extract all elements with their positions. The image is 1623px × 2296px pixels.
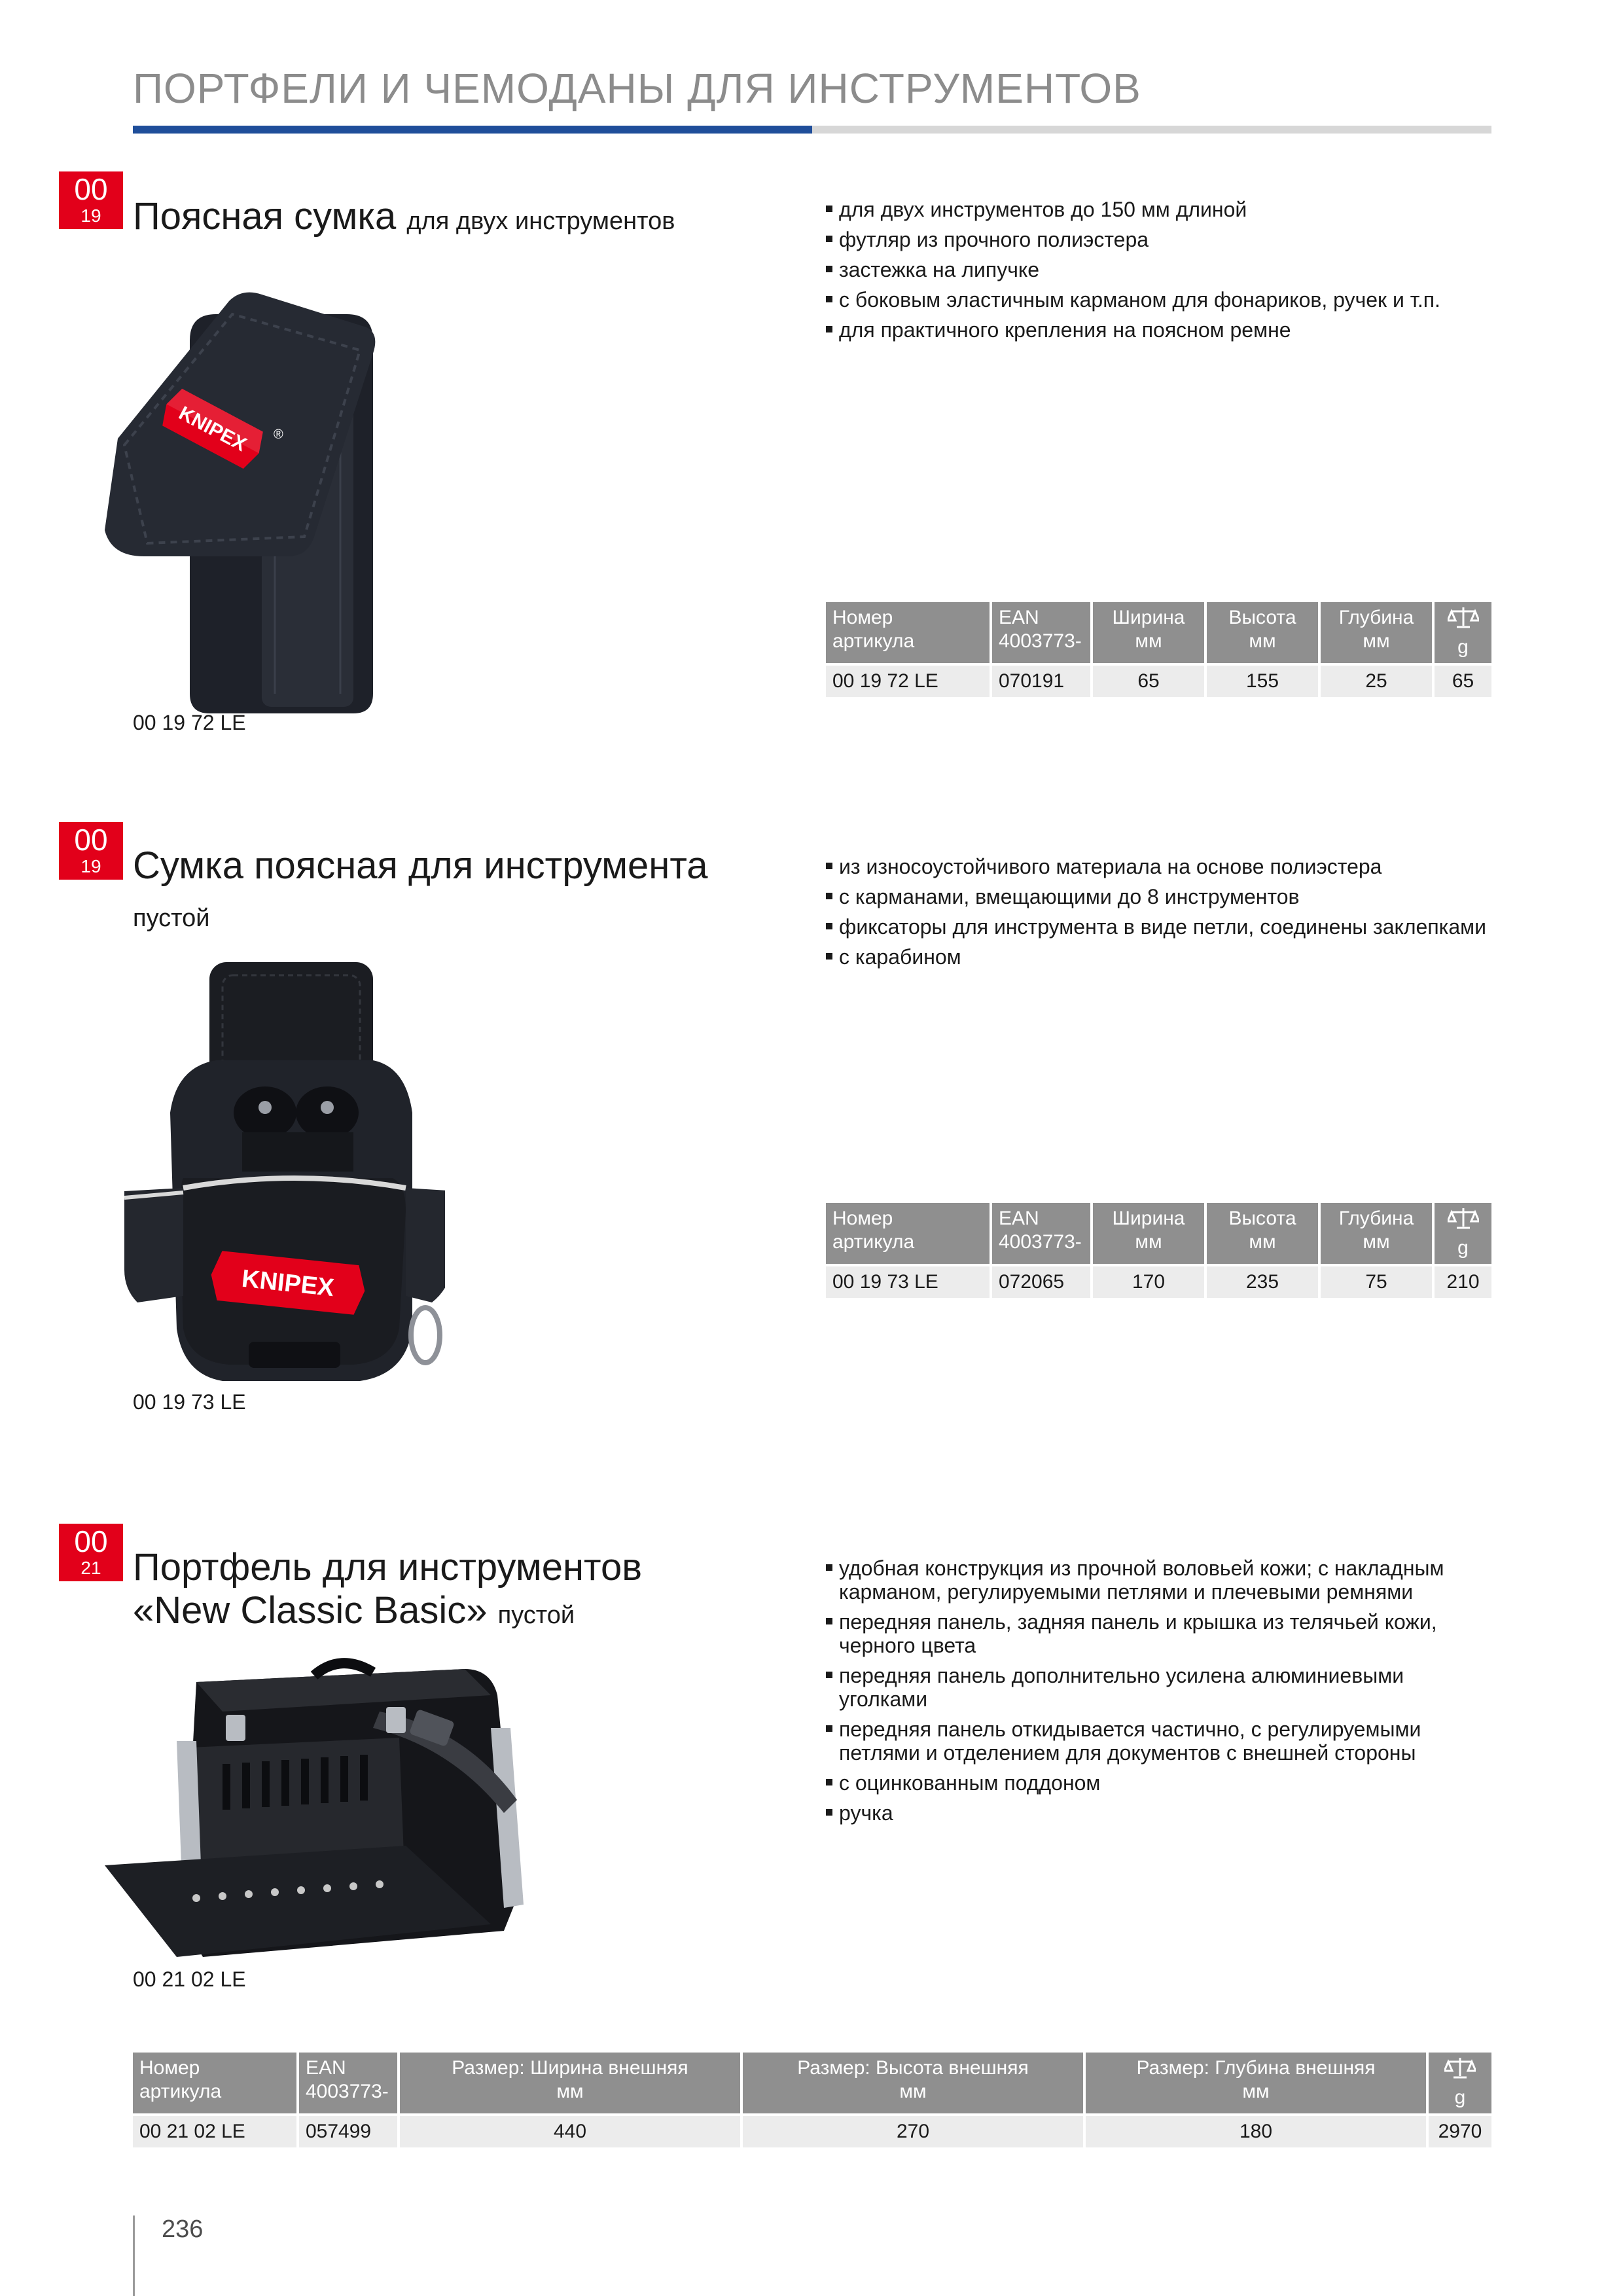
spec-table xyxy=(130,2053,1494,2147)
col-ean: EAN 4003773- xyxy=(992,1203,1090,1264)
cell-article: 00 19 72 LE xyxy=(826,666,990,697)
col-weight: g xyxy=(1429,2053,1491,2113)
col-size-depth: Размер: Глубина внешняя мм xyxy=(1086,2053,1426,2113)
section-code: 00 xyxy=(74,172,108,206)
cell-ean: 070191 xyxy=(992,666,1090,697)
col-depth: Глубина мм xyxy=(1321,602,1432,663)
cell-width: 65 xyxy=(1093,666,1204,697)
section-subcode: 21 xyxy=(80,1558,101,1578)
table-row xyxy=(826,666,1491,697)
product-image-belt-pouch xyxy=(98,288,386,720)
table-row xyxy=(133,2116,1491,2147)
col-article: Номер артикула xyxy=(826,1203,990,1264)
product-title-suffix: для двух инструментов xyxy=(406,207,675,235)
spec-table xyxy=(823,602,1494,697)
cell-article: 00 19 73 LE xyxy=(826,1266,990,1298)
col-depth: Глубина мм xyxy=(1321,1203,1432,1264)
product-image-tool-holster xyxy=(118,962,445,1394)
product-image-tool-case xyxy=(98,1649,556,1990)
image-caption: 00 19 72 LE xyxy=(133,711,246,734)
cell-weight: 65 xyxy=(1435,666,1491,697)
col-weight: g xyxy=(1435,602,1491,663)
feature-list xyxy=(826,855,1493,975)
cell-weight: 210 xyxy=(1435,1266,1491,1298)
page-heading: ПОРТФЕЛИ И ЧЕМОДАНЫ ДЛЯ ИНСТРУМЕНТОВ xyxy=(133,65,1141,112)
cell-height: 155 xyxy=(1207,666,1318,697)
col-width: Ширина мм xyxy=(1093,602,1204,663)
feature-item: фиксаторы для инструмента в виде петли, соединены заклепками xyxy=(826,915,1493,939)
cell-ean: 057499 xyxy=(299,2116,397,2147)
col-ean: EAN 4003773- xyxy=(299,2053,397,2113)
feature-item: с карманами, вмещающими до 8 инструментов xyxy=(826,885,1493,908)
col-size-width: Размер: Ширина внешняя мм xyxy=(400,2053,740,2113)
feature-item: передняя панель дополнительно усилена алюминиевыми уголками xyxy=(826,1664,1493,1711)
product-title-suffix: пустой xyxy=(497,1602,575,1629)
col-width: Ширина мм xyxy=(1093,1203,1204,1264)
header-rule-blue xyxy=(133,126,812,134)
product-title-line1: Портфель для инструментов xyxy=(133,1546,643,1588)
cell-size-width: 440 xyxy=(400,2116,740,2147)
page-number-rule xyxy=(133,2215,135,2296)
logo-text: KNIPEX xyxy=(175,402,250,456)
svg-text:®: ® xyxy=(274,427,283,442)
feature-item: для практичного крепления на поясном ремне xyxy=(826,318,1493,342)
section-marker xyxy=(59,171,123,229)
feature-item: застежка на липучке xyxy=(826,258,1493,281)
cell-article: 00 21 02 LE xyxy=(133,2116,296,2147)
section-subcode: 19 xyxy=(80,856,101,876)
col-size-height: Размер: Высота внешняя мм xyxy=(743,2053,1083,2113)
feature-list xyxy=(826,1556,1493,1831)
feature-item: из износоустойчивого материала на основе полиэстера xyxy=(826,855,1493,878)
col-article: Номер артикула xyxy=(133,2053,296,2113)
feature-list xyxy=(826,198,1493,348)
header-rule-grey xyxy=(812,126,1491,134)
cell-ean: 072065 xyxy=(992,1266,1090,1298)
section-marker xyxy=(59,1524,123,1581)
section-code: 00 xyxy=(74,1524,108,1558)
section-marker xyxy=(59,822,123,880)
col-height: Высота мм xyxy=(1207,602,1318,663)
table-header-row xyxy=(826,1203,1491,1264)
feature-item: передняя панель, задняя панель и крышка из телячьей кожи, черного цвета xyxy=(826,1610,1493,1657)
product-subtitle: пустой xyxy=(133,905,210,932)
feature-item: с карабином xyxy=(826,945,1493,969)
case-handle xyxy=(314,1663,373,1676)
table-header-row xyxy=(826,602,1491,663)
scale-icon xyxy=(1444,2056,1476,2080)
scale-icon xyxy=(1448,606,1479,630)
carabiner xyxy=(411,1308,440,1363)
product-title-main: Поясная сумка xyxy=(133,195,397,238)
col-ean: EAN 4003773- xyxy=(992,602,1090,663)
feature-item: футляр из прочного полиэстера xyxy=(826,228,1493,251)
feature-item: для двух инструментов до 150 мм длиной xyxy=(826,198,1493,221)
feature-item: ручка xyxy=(826,1801,1493,1825)
image-caption: 00 19 73 LE xyxy=(133,1390,246,1414)
feature-item: с оцинкованным поддоном xyxy=(826,1771,1493,1795)
table-row xyxy=(826,1266,1491,1298)
col-height: Высота мм xyxy=(1207,1203,1318,1264)
feature-item: с боковым эластичным карманом для фонариков, ручек и т.п. xyxy=(826,288,1493,312)
col-weight: g xyxy=(1435,1203,1491,1264)
product-title-line2: «New Classic Basic» xyxy=(133,1589,488,1632)
product-title: Сумка поясная для инструмента xyxy=(133,844,708,887)
feature-item: передняя панель откидывается частично, с регулируемыми петлями и отделением для документов с внешней стороны xyxy=(826,1717,1493,1765)
image-caption: 00 21 02 LE xyxy=(133,1967,246,1991)
section-code: 00 xyxy=(74,823,108,857)
col-article: Номер артикула xyxy=(826,602,990,663)
section-subcode: 19 xyxy=(80,206,101,226)
spec-table xyxy=(823,1203,1494,1298)
logo-text: KNIPEX xyxy=(240,1265,336,1302)
cell-size-depth: 180 xyxy=(1086,2116,1426,2147)
cell-depth: 25 xyxy=(1321,666,1432,697)
cell-height: 235 xyxy=(1207,1266,1318,1298)
cell-size-height: 270 xyxy=(743,2116,1083,2147)
scale-icon xyxy=(1448,1207,1479,1230)
page-number: 236 xyxy=(162,2215,204,2243)
feature-item: удобная конструкция из прочной воловьей кожи; с накладным карманом, регулируемыми петлями и плечевыми ремнями xyxy=(826,1556,1493,1604)
cell-depth: 75 xyxy=(1321,1266,1432,1298)
cell-weight: 2970 xyxy=(1429,2116,1491,2147)
table-header-row xyxy=(133,2053,1491,2113)
product-title xyxy=(133,1546,642,1637)
cell-width: 170 xyxy=(1093,1266,1204,1298)
product-title xyxy=(133,195,675,243)
